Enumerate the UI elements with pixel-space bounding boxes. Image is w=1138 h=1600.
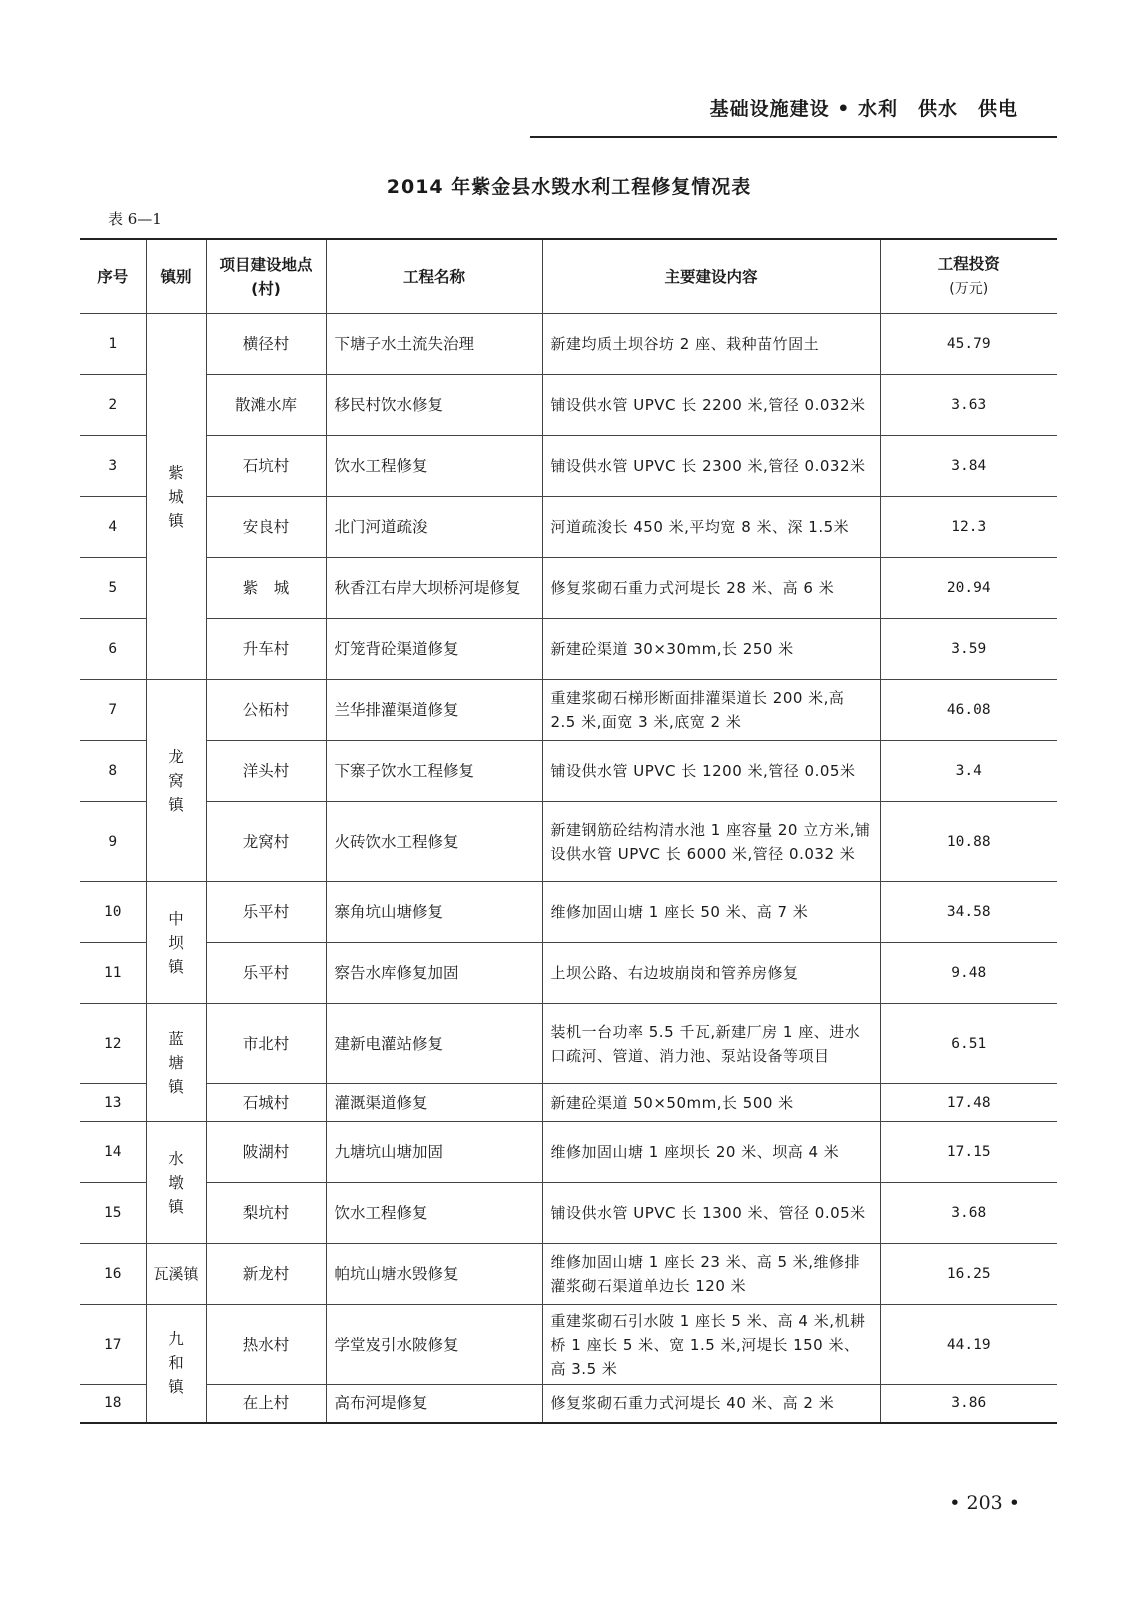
row-investment: 10.88 xyxy=(880,802,1057,882)
row-content: 维修加固山塘 1 座长 50 米、高 7 米 xyxy=(542,882,880,943)
row-seq: 4 xyxy=(80,497,146,558)
row-seq: 1 xyxy=(80,314,146,375)
row-project: 下寨子饮水工程修复 xyxy=(326,741,542,802)
row-project: 下塘子水土流失治理 xyxy=(326,314,542,375)
row-content: 上坝公路、右边坡崩岗和管养房修复 xyxy=(542,943,880,1004)
table-row xyxy=(80,1305,1057,1385)
row-seq: 18 xyxy=(80,1385,146,1423)
row-location: 横径村 xyxy=(206,314,326,375)
table-row xyxy=(80,1084,1057,1122)
row-project: 兰华排灌渠道修复 xyxy=(326,680,542,741)
row-location: 在上村 xyxy=(206,1385,326,1423)
table-row xyxy=(80,802,1057,882)
table-label: 表 6—1 xyxy=(108,210,162,228)
row-investment: 20.94 xyxy=(880,558,1057,619)
table-row xyxy=(80,1244,1057,1305)
town-name: 九和镇 xyxy=(168,1330,184,1397)
row-location: 公柘村 xyxy=(206,680,326,741)
row-project: 察告水库修复加固 xyxy=(326,943,542,1004)
row-investment: 9.48 xyxy=(880,943,1057,1004)
table-header-row xyxy=(80,239,1057,314)
header-investment-label: 工程投资 xyxy=(937,255,1000,273)
row-project: 帕坑山塘水毁修复 xyxy=(326,1244,542,1305)
town-name: 水墩镇 xyxy=(168,1149,184,1216)
row-project: 高布河堤修复 xyxy=(326,1385,542,1423)
row-content: 新建钢筋砼结构清水池 1 座容量 20 立方米,铺设供水管 UPVC 长 6000 米,管径 0.032 米 xyxy=(542,802,880,882)
row-seq: 3 xyxy=(80,436,146,497)
row-location: 石城村 xyxy=(206,1084,326,1122)
row-investment: 3.63 xyxy=(880,375,1057,436)
row-location: 乐平村 xyxy=(206,882,326,943)
row-seq: 7 xyxy=(80,680,146,741)
row-seq: 14 xyxy=(80,1122,146,1183)
row-town xyxy=(146,1004,206,1122)
row-town xyxy=(146,882,206,1004)
page-number: • 203 • xyxy=(949,1492,1020,1514)
row-location: 热水村 xyxy=(206,1305,326,1385)
row-content: 新建砼渠道 30×30mm,长 250 米 xyxy=(542,619,880,680)
table-row xyxy=(80,882,1057,943)
row-content: 河道疏浚长 450 米,平均宽 8 米、深 1.5米 xyxy=(542,497,880,558)
row-seq: 15 xyxy=(80,1183,146,1244)
row-content: 铺设供水管 UPVC 长 2300 米,管径 0.032米 xyxy=(542,436,880,497)
header-content: 主要建设内容 xyxy=(542,239,880,314)
row-content: 维修加固山塘 1 座坝长 20 米、坝高 4 米 xyxy=(542,1122,880,1183)
row-content: 重建浆砌石引水陂 1 座长 5 米、高 4 米,机耕桥 1 座长 5 米、宽 1.5 米,河堤长 150 米、高 3.5 米 xyxy=(542,1305,880,1385)
row-location: 龙窝村 xyxy=(206,802,326,882)
row-project: 北门河道疏浚 xyxy=(326,497,542,558)
row-investment: 3.4 xyxy=(880,741,1057,802)
row-project: 寨角坑山塘修复 xyxy=(326,882,542,943)
row-content: 铺设供水管 UPVC 长 2200 米,管径 0.032米 xyxy=(542,375,880,436)
row-location: 紫 城 xyxy=(206,558,326,619)
table-row xyxy=(80,497,1057,558)
row-seq: 11 xyxy=(80,943,146,1004)
table-row xyxy=(80,436,1057,497)
row-content: 新建均质土坝谷坊 2 座、栽种苗竹固土 xyxy=(542,314,880,375)
table-row xyxy=(80,619,1057,680)
row-location: 陂湖村 xyxy=(206,1122,326,1183)
section-header: 基础设施建设 • 水利 供水 供电 xyxy=(709,98,1018,120)
row-investment: 46.08 xyxy=(880,680,1057,741)
row-project: 火砖饮水工程修复 xyxy=(326,802,542,882)
row-project: 饮水工程修复 xyxy=(326,436,542,497)
table-row xyxy=(80,943,1057,1004)
row-investment: 3.84 xyxy=(880,436,1057,497)
town-name: 龙窝镇 xyxy=(168,747,184,814)
header-seq: 序号 xyxy=(80,239,146,314)
row-town xyxy=(146,1122,206,1244)
row-project: 九塘坑山塘加固 xyxy=(326,1122,542,1183)
row-project: 饮水工程修复 xyxy=(326,1183,542,1244)
row-location: 乐平村 xyxy=(206,943,326,1004)
row-seq: 12 xyxy=(80,1004,146,1084)
table-row xyxy=(80,1004,1057,1084)
row-location: 散滩水库 xyxy=(206,375,326,436)
row-content: 铺设供水管 UPVC 长 1200 米,管径 0.05米 xyxy=(542,741,880,802)
row-seq: 5 xyxy=(80,558,146,619)
table-row xyxy=(80,680,1057,741)
repair-table xyxy=(80,238,1057,1424)
row-content: 维修加固山塘 1 座长 23 米、高 5 米,维修排灌浆砌石渠道单边长 120 米 xyxy=(542,1244,880,1305)
row-investment: 12.3 xyxy=(880,497,1057,558)
table-row xyxy=(80,314,1057,375)
row-content: 铺设供水管 UPVC 长 1300 米、管径 0.05米 xyxy=(542,1183,880,1244)
header-project: 工程名称 xyxy=(326,239,542,314)
row-investment: 17.15 xyxy=(880,1122,1057,1183)
row-location: 石坑村 xyxy=(206,436,326,497)
row-town xyxy=(146,1305,206,1423)
row-project: 建新电灌站修复 xyxy=(326,1004,542,1084)
row-investment: 6.51 xyxy=(880,1004,1057,1084)
row-content: 重建浆砌石梯形断面排灌渠道长 200 米,高 2.5 米,面宽 3 米,底宽 2 米 xyxy=(542,680,880,741)
table-row xyxy=(80,1183,1057,1244)
row-investment: 16.25 xyxy=(880,1244,1057,1305)
row-seq: 6 xyxy=(80,619,146,680)
town-name: 中坝镇 xyxy=(168,909,184,976)
row-project: 灯笼背砼渠道修复 xyxy=(326,619,542,680)
header-location: 项目建设地点(村) xyxy=(206,239,326,314)
row-seq: 16 xyxy=(80,1244,146,1305)
row-investment: 3.59 xyxy=(880,619,1057,680)
row-content: 修复浆砌石重力式河堤长 40 米、高 2 米 xyxy=(542,1385,880,1423)
row-seq: 13 xyxy=(80,1084,146,1122)
header-rule xyxy=(530,136,1057,138)
town-name: 蓝塘镇 xyxy=(168,1029,184,1096)
table-row xyxy=(80,375,1057,436)
row-investment: 17.48 xyxy=(880,1084,1057,1122)
row-project: 移民村饮水修复 xyxy=(326,375,542,436)
row-location: 梨坑村 xyxy=(206,1183,326,1244)
row-seq: 8 xyxy=(80,741,146,802)
row-location: 新龙村 xyxy=(206,1244,326,1305)
row-seq: 10 xyxy=(80,882,146,943)
table-title: 2014 年紫金县水毁水利工程修复情况表 xyxy=(386,176,752,198)
row-seq: 9 xyxy=(80,802,146,882)
row-location: 洋头村 xyxy=(206,741,326,802)
row-content: 装机一台功率 5.5 千瓦,新建厂房 1 座、进水口疏河、管道、消力池、泵站设备等项目 xyxy=(542,1004,880,1084)
header-town: 镇别 xyxy=(146,239,206,314)
row-town: 瓦溪镇 xyxy=(146,1244,206,1305)
row-town xyxy=(146,680,206,882)
table-row xyxy=(80,1122,1057,1183)
table-row xyxy=(80,1385,1057,1423)
table-row xyxy=(80,558,1057,619)
row-seq: 17 xyxy=(80,1305,146,1385)
row-location: 升车村 xyxy=(206,619,326,680)
header-investment xyxy=(880,239,1057,314)
row-project: 秋香江右岸大坝桥河堤修复 xyxy=(326,558,542,619)
town-name: 紫城镇 xyxy=(168,463,184,530)
row-investment: 44.19 xyxy=(880,1305,1057,1385)
row-seq: 2 xyxy=(80,375,146,436)
header-investment-unit: (万元) xyxy=(949,281,989,297)
table-row xyxy=(80,741,1057,802)
row-investment: 45.79 xyxy=(880,314,1057,375)
row-location: 市北村 xyxy=(206,1004,326,1084)
row-project: 学堂岌引水陂修复 xyxy=(326,1305,542,1385)
row-content: 修复浆砌石重力式河堤长 28 米、高 6 米 xyxy=(542,558,880,619)
row-investment: 3.68 xyxy=(880,1183,1057,1244)
row-location: 安良村 xyxy=(206,497,326,558)
row-content: 新建砼渠道 50×50mm,长 500 米 xyxy=(542,1084,880,1122)
row-project: 灌溉渠道修复 xyxy=(326,1084,542,1122)
row-investment: 3.86 xyxy=(880,1385,1057,1423)
row-investment: 34.58 xyxy=(880,882,1057,943)
row-town xyxy=(146,314,206,680)
